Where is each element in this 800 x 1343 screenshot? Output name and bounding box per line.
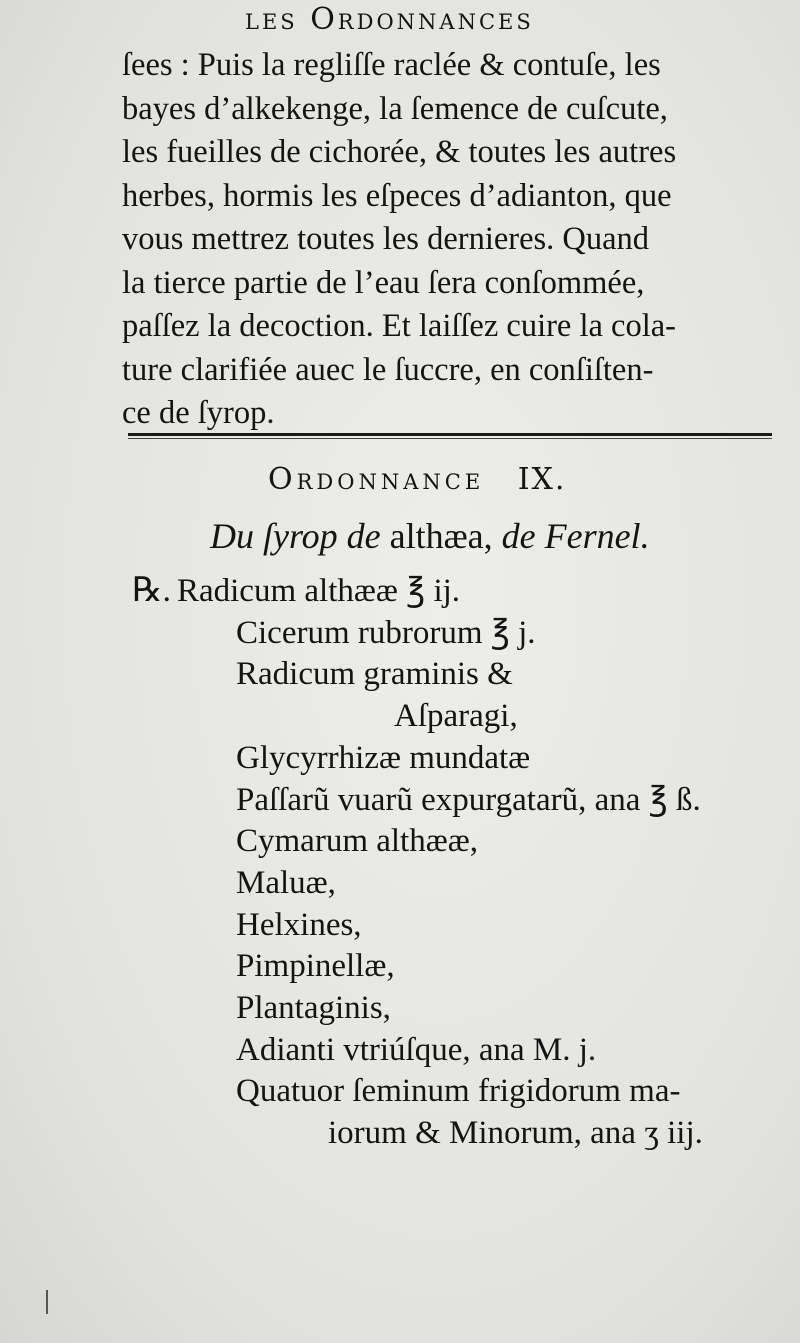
paragraph-line: ce de ſyrop. — [122, 395, 275, 431]
ingredient: Radicum althææ ℥ ij. — [176, 573, 461, 609]
paragraph-line: la tierce partie de l’eau ſera conſommée, — [122, 264, 645, 301]
paragraph-line: herbes, hormis les eſpeces d’adianton, que — [122, 177, 672, 214]
paragraph-line: ſees : Puis la regliſſe raclée & contuſe, les — [122, 47, 661, 83]
ingredient: Quatuor ſeminum frigidorum ma- — [236, 1073, 681, 1110]
ordonnance-label: Ordonnance — [268, 462, 485, 497]
paragraph-line: paſſez la decoction. Et laiſſez cuire la cola- — [122, 308, 677, 344]
ingredient: iorum & Minorum, ana ʒ iij. — [328, 1115, 703, 1152]
ingredient: Pimpinellæ, — [236, 948, 395, 985]
ingredient: Plantaginis, — [236, 990, 391, 1027]
paragraph-line: ture clarifiée auec le ſuccre, en conſiſten- — [122, 351, 654, 388]
paragraph-line: les fueilles de cichorée, & toutes les autres — [122, 134, 677, 170]
section-divider — [128, 433, 772, 436]
ingredient: Cicerum rubrorum ℥ j. — [236, 614, 536, 651]
recipe-list — [132, 570, 782, 1155]
ordonnance-heading — [268, 462, 566, 497]
subtitle-part: de Fernel. — [501, 516, 650, 556]
paragraph-line: bayes d’alkekenge, la ſemence de cuſcute, — [122, 90, 668, 127]
ingredient: Adianti vtriúſque, ana M. j. — [236, 1031, 597, 1068]
section-divider-thin — [128, 438, 772, 439]
recipe-subtitle — [210, 515, 650, 557]
ingredient: Aſparagi, — [394, 698, 518, 735]
ordonnance-number: IX. — [517, 462, 567, 497]
margin-mark — [46, 1290, 48, 1314]
subtitle-part: Du ſyrop de — [210, 516, 381, 556]
body-paragraph — [122, 44, 772, 436]
ingredient: Maluæ, — [236, 864, 336, 901]
running-header: les Ordonnances — [245, 2, 534, 37]
ingredient: Paſſarũ vuarũ expurgatarũ, ana ℥ ß. — [236, 781, 701, 818]
recipe-first-line — [132, 570, 782, 613]
ingredient: Helxines, — [236, 906, 362, 943]
ingredient: Radicum graminis & — [236, 656, 513, 693]
recipe-symbol-icon: ℞. — [132, 572, 171, 609]
ingredient: Glycyrrhizæ mundatæ — [236, 739, 531, 776]
subtitle-part: althæa, — [389, 516, 493, 556]
ingredient: Cymarum althææ, — [236, 823, 478, 860]
paragraph-line: vous mettrez toutes les dernieres. Quand — [122, 221, 650, 257]
